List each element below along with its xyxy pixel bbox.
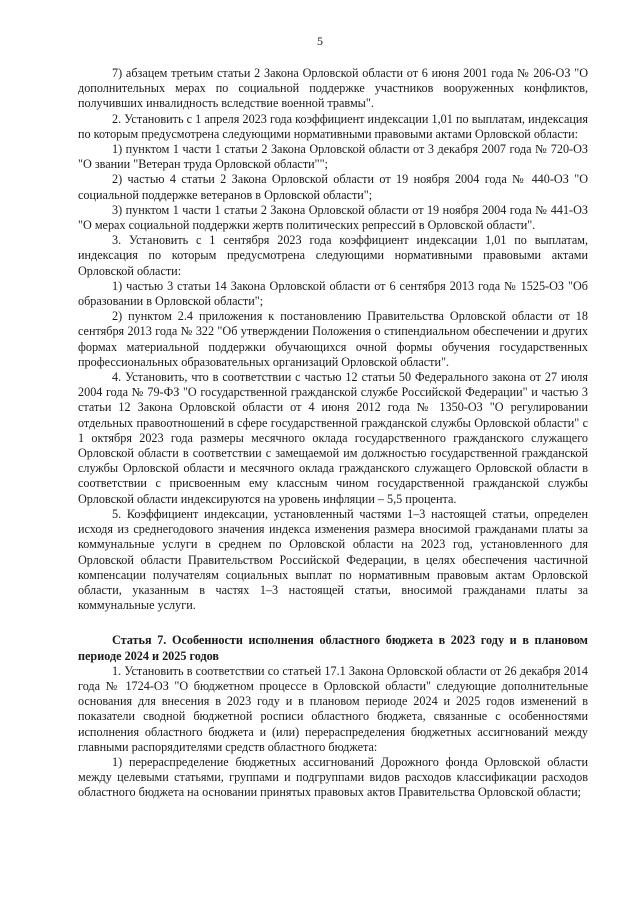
paragraph: 5. Коэффициент индексации, установленный частями 1–3 настоящей статьи, определен исходя из среднегодового значения индекса изменения размера вносимой гражданами платы за коммунальные услуги в среднем по Орловской области на 2023 год, установленного для Орловской области Правительством Российской Федерации, в целях обеспечения частичной компенсации получателям социальных выплат по нормативным правовым актам Орловской области, указанным в частях 1–3 настоящей статьи, вносимой гражданами платы за коммунальные услуги. [78,506,588,613]
paragraph: 3. Установить с 1 сентября 2023 года коэффициент индексации 1,01 по выплатам, индексация по которым предусмотрена следующими нормативными правовыми актами Орловской области: [78,233,588,278]
article-heading: Статья 7. Особенности исполнения областного бюджета в 2023 году и в плановом периоде 2024 и 2025 годов [78,633,588,663]
paragraph: 1) пунктом 1 части 1 статьи 2 Закона Орловской области от 3 декабря 2007 года № 720-ОЗ "О звании "Ветеран труда Орловской области""; [78,142,588,172]
paragraph: 1) частью 3 статьи 14 Закона Орловской области от 6 сентября 2013 года № 1525-ОЗ "Об образовании в Орловской области"; [78,278,588,309]
paragraph: 1. Установить в соответствии со статьей 17.1 Закона Орловской области от 26 декабря 2014 года № 1724-ОЗ "О бюджетном процессе в Орловской области" следующие дополнительные основания для внесения в 2023 году и в плановом периоде 2024 и 2025 годов изменений в показатели сводной бюджетной росписи областного бюджета, связанные с особенностями исполнения областного бюджета и (или) перераспределения бюджетных ассигнований между главными распорядителями средств областного бюджета: [78,663,588,754]
paragraph: 2) частью 4 статьи 2 Закона Орловской области от 19 ноября 2004 года № 440-ОЗ "О социальной поддержке ветеранов в Орловской области"; [78,172,588,202]
paragraph: 7) абзацем третьим статьи 2 Закона Орловской области от 6 июня 2001 года № 206-ОЗ "О дополнительных мерах по социальной поддержке участников вооруженных конфликтов, получивших инвалидность вследствие военной травмы". [78,66,588,111]
paragraph: 3) пунктом 1 части 1 статьи 2 Закона Орловской области от 19 ноября 2004 года № 441-ОЗ "О мерах социальной поддержки жертв политических репрессий в Орловской области". [78,202,588,233]
document-body [78,66,588,801]
page-number: 5 [317,34,323,48]
section-gap [78,613,588,633]
paragraph: 1) перераспределение бюджетных ассигнований Дорожного фонда Орловской области между целевыми статьями, группами и подгруппами видов расходов классификации расходов областного бюджета на основании принятых правовых актов Правительства Орловской области; [78,754,588,800]
paragraph: 2) пунктом 2.4 приложения к постановлению Правительства Орловской области от 18 сентября 2013 года № 322 "Об утверждении Положения о стипендиальном обеспечении и других формах материальной поддержки обучающихся очной формы обучения государственных профессиональных образовательных организаций Орловской области". [78,309,588,369]
paragraph: 2. Установить с 1 апреля 2023 года коэффициент индексации 1,01 по выплатам, индексация по которым предусмотрена следующими нормативными правовыми актами Орловской области: [78,111,588,141]
paragraph: 4. Установить, что в соответствии с частью 12 статьи 50 Федерального закона от 27 июля 2004 года № 79-ФЗ "О государственной гражданской службе Российской Федерации" и частью 3 статьи 12 Закона Орловской области от 4 июня 2012 года № 1350-ОЗ "О регулировании отдельных правоотношений в сфере государственной гражданской службы Орловской области" с 1 октября 2023 года размеры месячного оклада государственного гражданского служащего Орловской области в соответствии с замещаемой им должностью государственной гражданской службы Орловской области и месячного оклада гражданского служащего Орловской области в соответствии с присвоенным ему классным чином государственной гражданской службы Орловской области индексируются на уровень инфляции – 5,5 процента. [78,370,588,506]
